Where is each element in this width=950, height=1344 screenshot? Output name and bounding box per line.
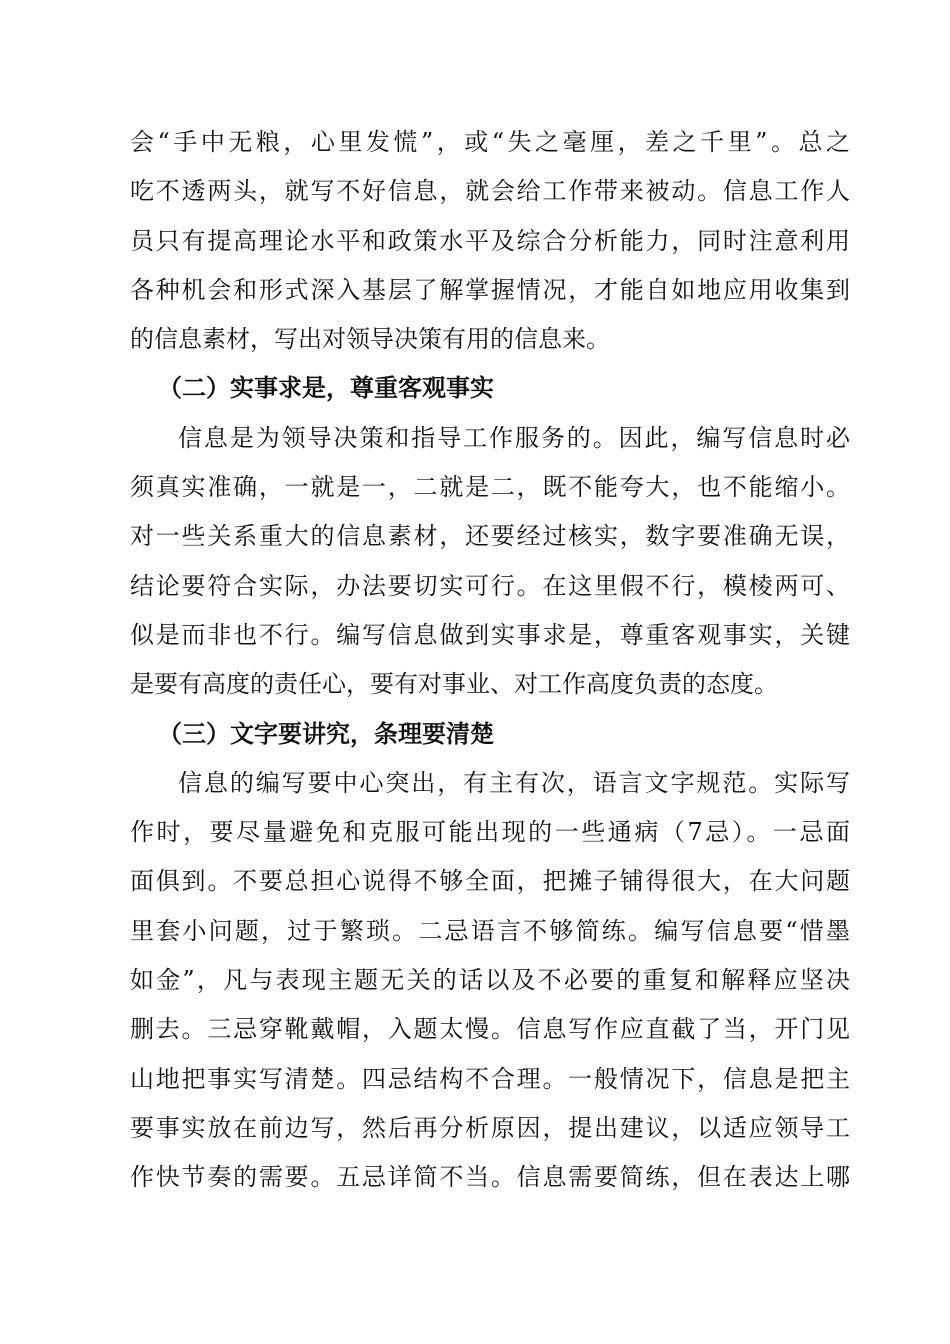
text-line: 面俱到。不要总担心说得不够全面，把摊子铺得很大，在大问题 — [130, 867, 850, 896]
text-line: 结论要符合实际，办法要切实可行。在这里假不行，模棱两可、 — [130, 571, 850, 600]
paragraph-section-2 — [130, 414, 850, 710]
text-line: 各种机会和形式深入基层了解掌握情况，才能自如地应用收集到 — [130, 275, 850, 304]
paragraph-continuation — [130, 118, 850, 364]
text-line: 员只有提高理论水平和政策水平及综合分析能力，同时注意利用 — [130, 226, 850, 255]
text-line: 信息是为领导决策和指导工作服务的。因此，编写信息时必 — [178, 423, 850, 452]
text-line: 似是而非也不行。编写信息做到实事求是，尊重客观事实，关键 — [130, 620, 850, 649]
text-line: 山地把事实写清楚。四忌结构不合理。一般情况下，信息是把主 — [130, 1064, 850, 1093]
section-heading-2: （二）实事求是，尊重客观事实 — [158, 374, 494, 403]
text-line: 是要有高度的责任心，要有对事业、对工作高度负责的态度。 — [130, 670, 778, 699]
paragraph-section-3 — [130, 759, 850, 1203]
text-line: 如金”，凡与表现主题无关的话以及不必要的重复和解释应坚决 — [130, 966, 850, 995]
text-line: 会“手中无粮，心里发慌”，或“失之毫厘，差之千里”。总之 — [130, 128, 850, 156]
text-line: 信息的编写要中心突出，有主有次，语言文字规范。实际写 — [178, 768, 850, 797]
section-heading-3: （三）文字要讲究，条理要清楚 — [158, 719, 494, 748]
text-line: 里套小问题，过于繁琐。二忌语言不够简练。编写信息要“惜墨 — [130, 916, 850, 945]
text-line: 删去。三忌穿靴戴帽，入题太慢。信息写作应直截了当，开门见 — [130, 1015, 850, 1044]
text-line: 作时，要尽量避免和克服可能出现的一些通病（7忌）。一忌面 — [130, 818, 850, 847]
text-line: 吃不透两头，就写不好信息，就会给工作带来被动。信息工作人 — [130, 177, 850, 206]
text-line: 作快节奏的需要。五忌详简不当。信息需要简练，但在表达上哪 — [130, 1163, 850, 1192]
text-line: 的信息素材，写出对领导决策有用的信息来。 — [130, 325, 610, 354]
text-line: 对一些关系重大的信息素材，还要经过核实，数字要准确无误， — [130, 522, 850, 551]
text-line: 要事实放在前边写，然后再分析原因，提出建议，以适应领导工 — [130, 1113, 850, 1142]
document-page — [130, 118, 850, 1203]
text-line: 须真实准确，一就是一，二就是二，既不能夸大，也不能缩小。 — [130, 473, 850, 502]
